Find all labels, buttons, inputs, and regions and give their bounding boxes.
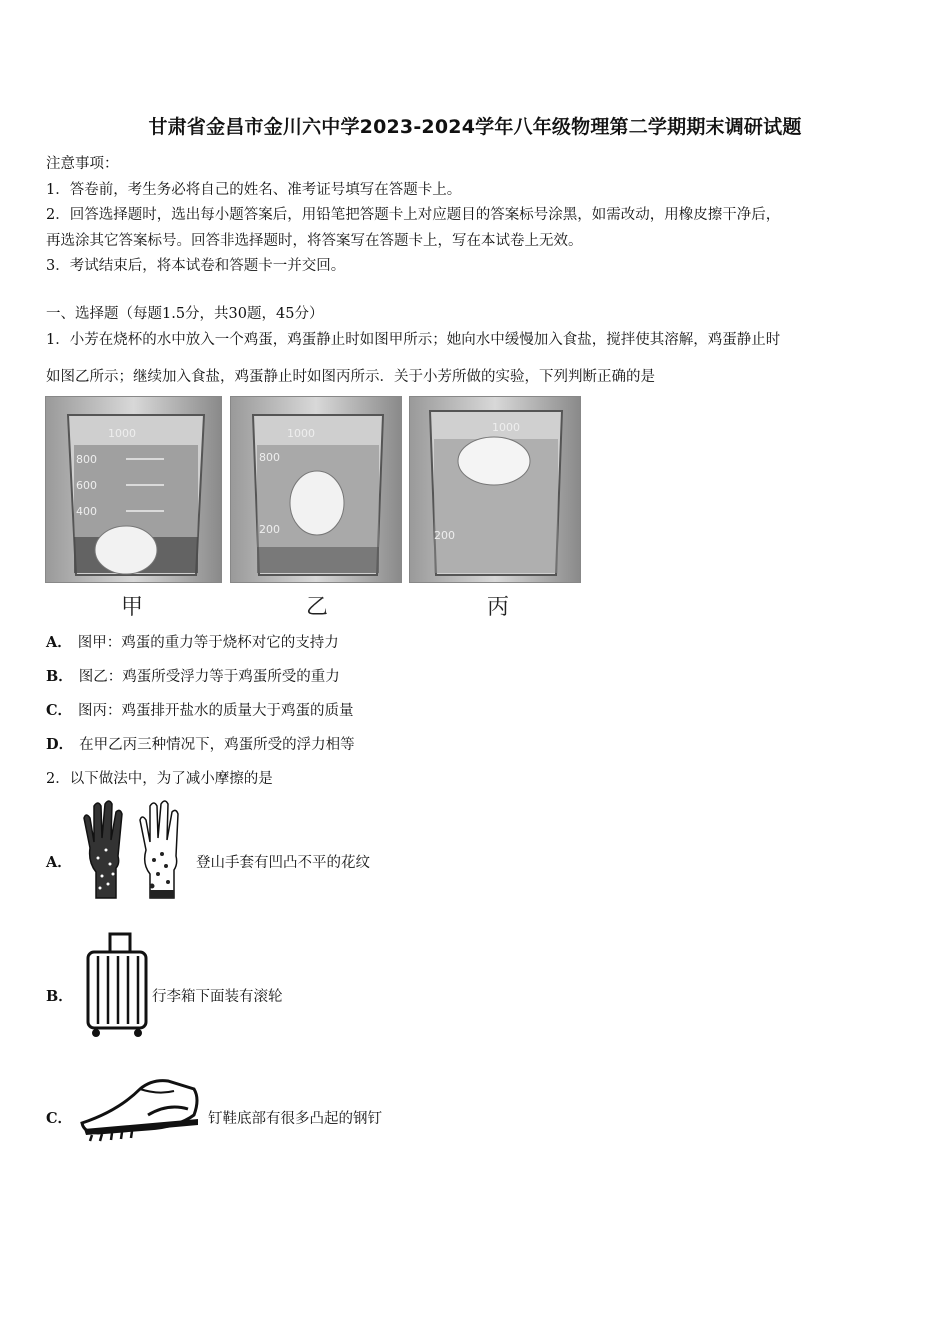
beaker-figure-jia <box>45 396 222 583</box>
q2-option-b-text: 行李箱下面装有滚轮 <box>152 989 283 1005</box>
section-heading: 一、选择题（每题1.5分，共30题，45分） <box>46 306 324 322</box>
q2-option-c-label: C． <box>46 1110 73 1127</box>
beaker-mark: 1000 <box>287 427 315 440</box>
notice-item-1: 1．答卷前，考生务必将自己的姓名、准考证号填写在答题卡上。 <box>46 182 462 198</box>
beaker-figure-bing <box>409 396 581 583</box>
q1-option-c: C． 图丙：鸡蛋排开盐水的质量大于鸡蛋的质量 <box>46 702 354 719</box>
q2-option-a-text: 登山手套有凹凸不平的花纹 <box>196 855 370 871</box>
beaker-mark: 800 <box>259 451 280 464</box>
page-title: 甘肃省金昌市金川六中学2023-2024学年八年级物理第二学期期末调研试题 <box>148 116 802 138</box>
q1-stem-line1: 1．小芳在烧杯的水中放入一个鸡蛋，鸡蛋静止时如图甲所示；她向水中缓慢加入食盐，搅拌使其溶解，鸡蛋静止时 <box>46 332 781 348</box>
q1-stem-line2: 如图乙所示；继续加入食盐，鸡蛋静止时如图丙所示．关于小芳所做的实验，下列判断正确的是 <box>46 369 655 385</box>
q2-option-c-text: 钉鞋底部有很多凸起的钢钉 <box>208 1111 382 1127</box>
q2-option-a-label: A． <box>46 854 72 871</box>
caption-bing: 丙 <box>487 595 510 620</box>
q1-option-d: D． 在甲乙丙三种情况下，鸡蛋所受的浮力相等 <box>46 736 355 753</box>
beaker-mark: 600 <box>76 479 97 492</box>
caption-yi: 乙 <box>306 595 329 620</box>
beaker-mark: 200 <box>434 529 455 542</box>
notice-item-2: 2．回答选择题时，选出每小题答案后，用铅笔把答题卡上对应题目的答案标号涂黑，如需改动，用橡皮擦干净后， <box>46 207 781 223</box>
suitcase-image <box>80 930 150 1044</box>
caption-jia: 甲 <box>121 595 144 620</box>
beaker-mark: 1000 <box>108 427 136 440</box>
beaker-mark: 200 <box>259 523 280 536</box>
notice-heading: 注意事项： <box>46 156 119 172</box>
beaker-mark: 400 <box>76 505 97 518</box>
q1-option-b: B． 图乙：鸡蛋所受浮力等于鸡蛋所受的重力 <box>46 668 340 685</box>
notice-item-3: 3．考试结束后，将本试卷和答题卡一并交回。 <box>46 258 346 274</box>
q1-option-a: A． 图甲：鸡蛋的重力等于烧杯对它的支持力 <box>46 634 339 651</box>
beaker-mark: 800 <box>76 453 97 466</box>
notice-item-2-cont: 再选涂其它答案标号。回答非选择题时，将答案写在答题卡上，写在本试卷上无效。 <box>46 233 583 249</box>
spike-shoe-image <box>78 1075 203 1149</box>
gloves-image <box>78 798 193 908</box>
beaker-figure-yi <box>230 396 402 583</box>
beaker-mark: 1000 <box>492 421 520 434</box>
q2-stem: 2．以下做法中，为了减小摩擦的是 <box>46 771 273 787</box>
q2-option-b-label: B． <box>46 988 73 1005</box>
